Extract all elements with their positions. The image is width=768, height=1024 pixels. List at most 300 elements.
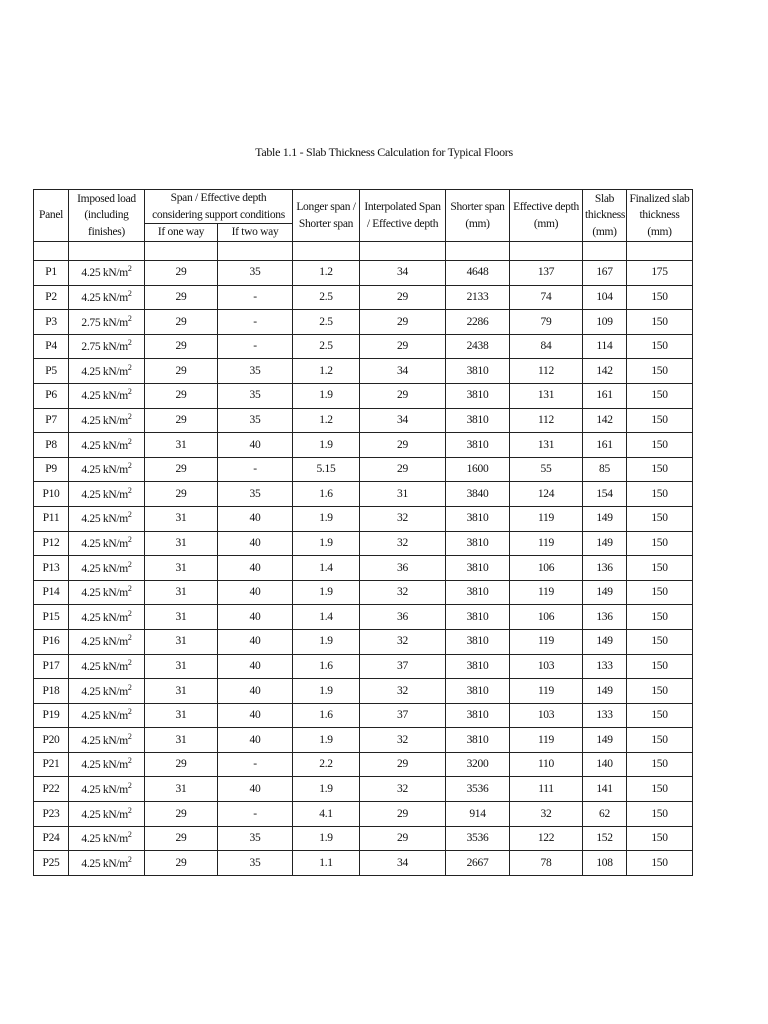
cell-one-way: 31 [145,556,218,581]
cell-span-ratio: 2.2 [293,752,360,777]
cell-shorter-span: 3840 [446,482,510,507]
header-two-way: If two way [218,224,293,242]
table-row [34,482,693,507]
cell-slab-thickness: 136 [583,605,627,630]
cell-two-way: 40 [218,531,293,556]
cell-interpolated: 34 [360,408,446,433]
cell-finalized-thickness: 150 [627,482,693,507]
cell-one-way: 31 [145,703,218,728]
header-effective-depth: Effective depth (mm) [510,190,583,242]
cell-panel: P22 [34,777,69,802]
cell-finalized-thickness: 150 [627,506,693,531]
cell-interpolated: 29 [360,752,446,777]
cell-panel: P21 [34,752,69,777]
cell-panel: P19 [34,703,69,728]
cell-two-way: 35 [218,408,293,433]
table-row [34,261,693,286]
cell-shorter-span: 3810 [446,506,510,531]
cell-panel: P17 [34,654,69,679]
cell-span-ratio: 1.2 [293,261,360,286]
imposed-load-value: 4.25 kN/m [81,685,128,698]
cell-imposed-load [69,285,145,310]
imposed-load-unit-superscript: 2 [127,338,132,348]
cell-panel: P9 [34,457,69,482]
imposed-load-unit-superscript: 2 [127,707,132,717]
cell-slab-thickness: 141 [583,777,627,802]
imposed-load-unit-superscript: 2 [127,608,132,618]
cell-interpolated: 32 [360,506,446,531]
cell-span-ratio: 2.5 [293,310,360,335]
cell-finalized-thickness: 150 [627,580,693,605]
cell-imposed-load [69,851,145,876]
cell-slab-thickness: 108 [583,851,627,876]
cell-interpolated: 34 [360,261,446,286]
cell-finalized-thickness: 150 [627,285,693,310]
cell-panel: P16 [34,629,69,654]
cell-finalized-thickness: 150 [627,703,693,728]
cell-span-ratio: 1.6 [293,703,360,728]
imposed-load-unit-superscript: 2 [127,313,132,323]
header-finalized: Finalized slab thickness (mm) [627,190,693,242]
cell-imposed-load [69,654,145,679]
cell-two-way: - [218,457,293,482]
cell-span-ratio: 1.9 [293,580,360,605]
imposed-load-value: 4.25 kN/m [81,267,128,280]
cell-two-way: 40 [218,580,293,605]
cell-one-way: 29 [145,457,218,482]
cell-effective-depth: 119 [510,531,583,556]
cell-span-ratio: 1.9 [293,433,360,458]
cell-effective-depth: 122 [510,826,583,851]
cell-one-way: 29 [145,408,218,433]
header-span-depth-group: Span / Effective depth considering support conditions [145,190,293,224]
cell-slab-thickness: 154 [583,482,627,507]
cell-shorter-span: 4648 [446,261,510,286]
cell-interpolated: 29 [360,310,446,335]
cell-span-ratio: 1.6 [293,482,360,507]
imposed-load-unit-superscript: 2 [127,584,132,594]
cell-imposed-load [69,359,145,384]
cell-imposed-load [69,310,145,335]
cell-slab-thickness: 142 [583,359,627,384]
cell-one-way: 31 [145,679,218,704]
imposed-load-value: 4.25 kN/m [81,538,128,550]
cell-finalized-thickness: 150 [627,802,693,827]
cell-one-way: 31 [145,433,218,458]
cell-imposed-load [69,703,145,728]
cell-panel: P8 [34,433,69,458]
cell-interpolated: 37 [360,654,446,679]
cell-finalized-thickness: 150 [627,457,693,482]
cell-span-ratio: 1.6 [293,654,360,679]
cell-shorter-span: 3810 [446,728,510,753]
imposed-load-unit-superscript: 2 [127,830,132,840]
blank-row [34,242,693,261]
imposed-load-value: 4.25 kN/m [81,587,128,600]
imposed-load-value: 4.25 kN/m [81,611,128,624]
header-one-way: If one way [145,224,218,242]
cell-finalized-thickness: 150 [627,752,693,777]
cell-slab-thickness: 85 [583,457,627,482]
cell-one-way: 29 [145,851,218,876]
imposed-load-value: 4.25 kN/m [81,833,128,846]
cell-interpolated: 29 [360,826,446,851]
imposed-load-unit-superscript: 2 [127,805,132,815]
header-imposed-load: Imposed load (including finishes) [69,190,145,242]
imposed-load-value: 4.25 kN/m [81,783,128,796]
cell-interpolated: 32 [360,679,446,704]
cell-slab-thickness: 149 [583,728,627,753]
cell-slab-thickness: 133 [583,703,627,728]
imposed-load-unit-superscript: 2 [127,682,132,692]
cell-effective-depth: 131 [510,433,583,458]
cell-span-ratio: 4.1 [293,802,360,827]
cell-one-way: 31 [145,531,218,556]
cell-finalized-thickness: 150 [627,556,693,581]
table-row [34,777,693,802]
cell-span-ratio: 1.9 [293,506,360,531]
cell-imposed-load [69,580,145,605]
cell-shorter-span: 3536 [446,777,510,802]
cell-two-way: 35 [218,851,293,876]
imposed-load-unit-superscript: 2 [127,854,132,864]
table-row [34,531,693,556]
cell-one-way: 29 [145,752,218,777]
cell-imposed-load [69,629,145,654]
cell-one-way: 29 [145,383,218,408]
cell-two-way: 40 [218,679,293,704]
cell-interpolated: 32 [360,580,446,605]
cell-effective-depth: 103 [510,703,583,728]
cell-interpolated: 32 [360,531,446,556]
imposed-load-unit-superscript: 2 [127,633,132,643]
cell-effective-depth: 111 [510,777,583,802]
table-row [34,679,693,704]
cell-shorter-span: 914 [446,802,510,827]
cell-shorter-span: 3810 [446,531,510,556]
cell-imposed-load [69,605,145,630]
cell-panel: P1 [34,261,69,286]
cell-two-way: 35 [218,383,293,408]
cell-finalized-thickness: 150 [627,531,693,556]
cell-finalized-thickness: 150 [627,826,693,851]
cell-two-way: 40 [218,654,293,679]
imposed-load-unit-superscript: 2 [127,412,132,422]
table-row [34,556,693,581]
cell-imposed-load [69,383,145,408]
imposed-load-value: 4.25 kN/m [81,513,128,526]
cell-shorter-span: 2286 [446,310,510,335]
cell-interpolated: 29 [360,285,446,310]
cell-one-way: 29 [145,261,218,286]
header-slab-thickness: Slab thickness (mm) [583,190,627,242]
cell-panel: P5 [34,359,69,384]
cell-shorter-span: 3536 [446,826,510,851]
imposed-load-unit-superscript: 2 [127,780,132,790]
cell-slab-thickness: 136 [583,556,627,581]
imposed-load-value: 4.25 kN/m [81,808,128,821]
table-header [34,190,693,242]
cell-effective-depth: 106 [510,556,583,581]
cell-two-way: 40 [218,728,293,753]
cell-shorter-span: 3810 [446,383,510,408]
cell-effective-depth: 137 [510,261,583,286]
cell-one-way: 31 [145,654,218,679]
cell-one-way: 29 [145,826,218,851]
cell-finalized-thickness: 150 [627,359,693,384]
imposed-load-unit-superscript: 2 [127,535,132,544]
imposed-load-unit-superscript: 2 [127,461,132,471]
imposed-load-value: 4.25 kN/m [81,857,128,870]
cell-panel: P7 [34,408,69,433]
cell-two-way: 40 [218,605,293,630]
cell-shorter-span: 2133 [446,285,510,310]
cell-imposed-load [69,531,145,556]
table-row [34,802,693,827]
cell-span-ratio: 2.5 [293,334,360,359]
imposed-load-value: 4.25 kN/m [81,365,128,378]
cell-shorter-span: 1600 [446,457,510,482]
table-row [34,851,693,876]
cell-effective-depth: 110 [510,752,583,777]
cell-two-way: 40 [218,703,293,728]
imposed-load-unit-superscript: 2 [127,362,132,372]
imposed-load-unit-superscript: 2 [127,559,132,569]
imposed-load-unit-superscript: 2 [127,264,132,274]
cell-one-way: 29 [145,482,218,507]
cell-effective-depth: 106 [510,605,583,630]
cell-interpolated: 34 [360,359,446,384]
cell-two-way: 35 [218,826,293,851]
table-row [34,580,693,605]
cell-finalized-thickness: 150 [627,433,693,458]
cell-panel: P15 [34,605,69,630]
cell-panel: P20 [34,728,69,753]
cell-span-ratio: 1.9 [293,826,360,851]
cell-finalized-thickness: 150 [627,851,693,876]
cell-panel: P23 [34,802,69,827]
cell-one-way: 31 [145,605,218,630]
cell-panel: P6 [34,383,69,408]
table-row [34,457,693,482]
imposed-load-value: 4.25 kN/m [81,292,128,305]
cell-one-way: 29 [145,359,218,384]
cell-effective-depth: 32 [510,802,583,827]
imposed-load-value: 4.25 kN/m [81,464,128,477]
cell-slab-thickness: 149 [583,679,627,704]
table-row [34,605,693,630]
cell-span-ratio: 1.9 [293,629,360,654]
cell-two-way: - [218,285,293,310]
table-row [34,310,693,335]
cell-finalized-thickness: 150 [627,408,693,433]
cell-panel: P3 [34,310,69,335]
table-row [34,728,693,753]
imposed-load-value: 4.25 kN/m [81,415,128,428]
cell-panel: P25 [34,851,69,876]
cell-shorter-span: 3810 [446,605,510,630]
cell-finalized-thickness: 150 [627,605,693,630]
imposed-load-unit-superscript: 2 [127,731,132,741]
cell-imposed-load [69,506,145,531]
imposed-load-value: 4.25 kN/m [81,710,128,723]
cell-span-ratio: 1.4 [293,605,360,630]
cell-effective-depth: 78 [510,851,583,876]
cell-panel: P10 [34,482,69,507]
cell-shorter-span: 3810 [446,629,510,654]
table-row [34,752,693,777]
cell-slab-thickness: 104 [583,285,627,310]
cell-shorter-span: 2667 [446,851,510,876]
cell-imposed-load [69,261,145,286]
cell-shorter-span: 3810 [446,679,510,704]
table-row [34,629,693,654]
table-row [34,826,693,851]
cell-slab-thickness: 142 [583,408,627,433]
header-longer-shorter: Longer span / Shorter span [293,190,360,242]
cell-one-way: 31 [145,506,218,531]
header-shorter-span: Shorter span (mm) [446,190,510,242]
cell-interpolated: 36 [360,605,446,630]
cell-one-way: 29 [145,310,218,335]
cell-one-way: 29 [145,334,218,359]
cell-slab-thickness: 109 [583,310,627,335]
cell-finalized-thickness: 150 [627,777,693,802]
cell-two-way: 35 [218,261,293,286]
cell-two-way: - [218,752,293,777]
imposed-load-value: 4.25 kN/m [81,390,128,403]
table-caption: Table 1.1 - Slab Thickness Calculation for Typical Floors [255,145,513,159]
cell-slab-thickness: 140 [583,752,627,777]
cell-effective-depth: 119 [510,629,583,654]
cell-interpolated: 32 [360,777,446,802]
table-row [34,654,693,679]
cell-two-way: - [218,310,293,335]
cell-effective-depth: 112 [510,408,583,433]
cell-span-ratio: 1.9 [293,531,360,556]
cell-two-way: 35 [218,482,293,507]
cell-two-way: - [218,802,293,827]
cell-span-ratio: 1.1 [293,851,360,876]
cell-effective-depth: 131 [510,383,583,408]
cell-panel: P12 [34,531,69,556]
cell-span-ratio: 1.4 [293,556,360,581]
cell-shorter-span: 3810 [446,408,510,433]
table-row [34,285,693,310]
cell-slab-thickness: 149 [583,531,627,556]
cell-finalized-thickness: 150 [627,629,693,654]
cell-panel: P14 [34,580,69,605]
cell-two-way: 40 [218,433,293,458]
cell-effective-depth: 119 [510,506,583,531]
cell-effective-depth: 79 [510,310,583,335]
cell-imposed-load [69,457,145,482]
cell-effective-depth: 74 [510,285,583,310]
cell-panel: P4 [34,334,69,359]
cell-imposed-load [69,679,145,704]
imposed-load-value: 4.25 kN/m [81,734,128,747]
header-panel: Panel [34,190,69,242]
cell-imposed-load [69,752,145,777]
cell-two-way: 35 [218,359,293,384]
cell-span-ratio: 1.9 [293,728,360,753]
cell-finalized-thickness: 150 [627,310,693,335]
cell-interpolated: 36 [360,556,446,581]
table-row [34,334,693,359]
cell-panel: P11 [34,506,69,531]
cell-imposed-load [69,408,145,433]
table-row [34,433,693,458]
imposed-load-value: 4.25 kN/m [81,439,128,452]
cell-finalized-thickness: 150 [627,728,693,753]
cell-slab-thickness: 161 [583,383,627,408]
cell-shorter-span: 3810 [446,703,510,728]
table-row [34,703,693,728]
cell-slab-thickness: 114 [583,334,627,359]
imposed-load-value: 4.25 kN/m [81,488,128,501]
cell-imposed-load [69,556,145,581]
cell-shorter-span: 3810 [446,433,510,458]
imposed-load-value: 4.25 kN/m [81,562,128,575]
imposed-load-unit-superscript: 2 [127,756,132,766]
cell-span-ratio: 1.9 [293,383,360,408]
cell-interpolated: 32 [360,629,446,654]
cell-imposed-load [69,826,145,851]
cell-one-way: 31 [145,580,218,605]
imposed-load-value: 4.25 kN/m [81,636,128,649]
cell-slab-thickness: 149 [583,629,627,654]
cell-imposed-load [69,728,145,753]
cell-panel: P13 [34,556,69,581]
cell-effective-depth: 84 [510,334,583,359]
cell-one-way: 31 [145,629,218,654]
cell-interpolated: 37 [360,703,446,728]
cell-shorter-span: 3200 [446,752,510,777]
cell-finalized-thickness: 150 [627,654,693,679]
cell-effective-depth: 112 [510,359,583,384]
cell-two-way: - [218,334,293,359]
imposed-load-unit-superscript: 2 [127,485,132,495]
cell-interpolated: 32 [360,728,446,753]
cell-span-ratio: 1.2 [293,359,360,384]
cell-two-way: 40 [218,777,293,802]
cell-panel: P18 [34,679,69,704]
cell-span-ratio: 2.5 [293,285,360,310]
cell-shorter-span: 3810 [446,556,510,581]
cell-shorter-span: 2438 [446,334,510,359]
cell-finalized-thickness: 150 [627,383,693,408]
cell-slab-thickness: 62 [583,802,627,827]
cell-interpolated: 29 [360,802,446,827]
cell-interpolated: 31 [360,482,446,507]
cell-two-way: 40 [218,506,293,531]
slab-thickness-table [33,189,693,876]
cell-interpolated: 29 [360,433,446,458]
imposed-load-unit-superscript: 2 [127,387,132,397]
cell-slab-thickness: 149 [583,580,627,605]
table-row [34,408,693,433]
cell-interpolated: 29 [360,334,446,359]
cell-panel: P24 [34,826,69,851]
cell-imposed-load [69,433,145,458]
imposed-load-unit-superscript: 2 [127,510,132,520]
imposed-load-value: 4.25 kN/m [81,759,128,772]
cell-span-ratio: 1.9 [293,679,360,704]
imposed-load-unit-superscript: 2 [127,436,132,446]
cell-slab-thickness: 167 [583,261,627,286]
cell-one-way: 31 [145,777,218,802]
table-body [34,242,693,876]
